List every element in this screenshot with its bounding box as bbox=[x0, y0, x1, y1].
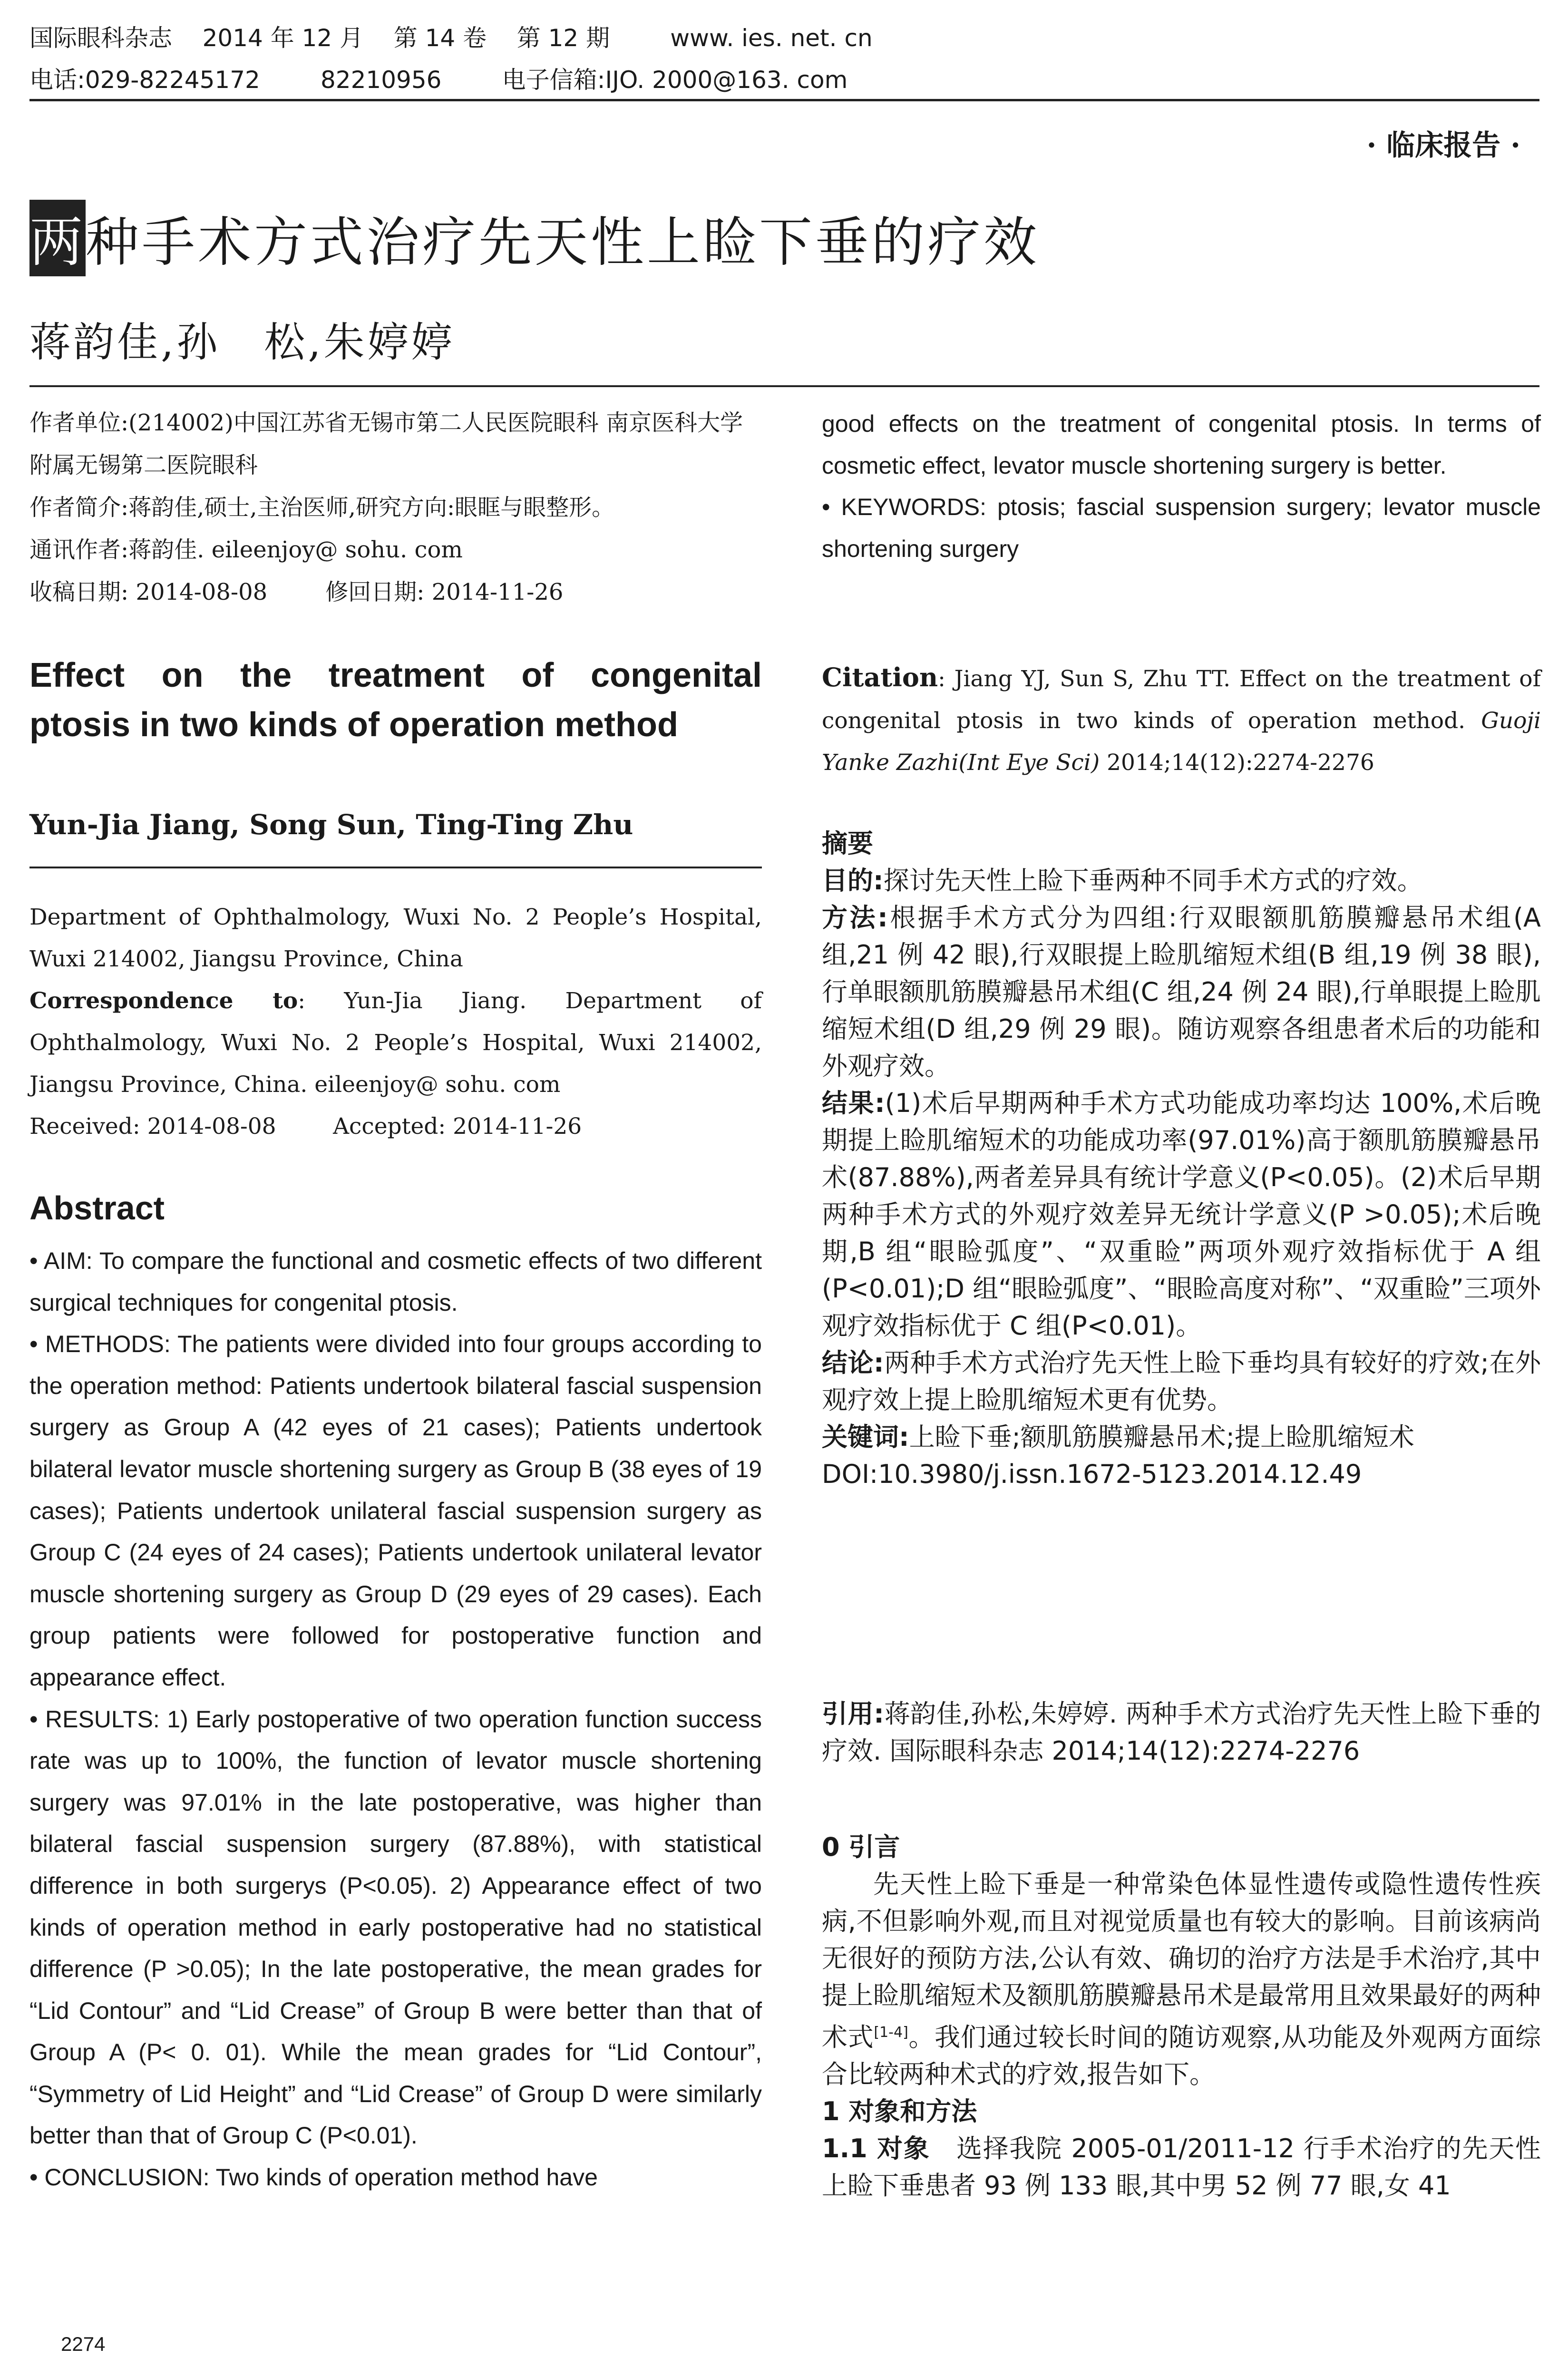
zh-result-label: 结果: bbox=[822, 1088, 885, 1118]
title-rest: 种手术方式治疗先天性上睑下垂的疗效 bbox=[86, 212, 1040, 273]
zh-method-label: 方法: bbox=[822, 903, 888, 933]
citation-text: : Jiang YJ, Sun S, Zhu TT. Effect on the treatment of congenital ptosis in two kinds of operation method. bbox=[822, 666, 1541, 734]
zh-aim-text: 探讨先天性上睑下垂两种不同手术方式的疗效。 bbox=[883, 866, 1423, 896]
authors-rule bbox=[29, 385, 1539, 387]
abstract-conclusion-start: • CONCLUSION: Two kinds of operation method have bbox=[29, 2164, 598, 2191]
citation-label: Citation bbox=[822, 662, 938, 692]
abstract-continued bbox=[822, 403, 1541, 570]
zh-keywords-label: 关键词: bbox=[822, 1422, 909, 1452]
zh-citation bbox=[822, 1695, 1541, 1770]
abstract-conclusion-end: good effects on the treatment of congenital ptosis. In terms of cosmetic effect, levator muscle shortening surgery is better. bbox=[822, 410, 1541, 479]
english-authors: Yun-Jia Jiang, Song Sun, Ting-Ting Zhu bbox=[29, 809, 633, 841]
zh-aim bbox=[822, 862, 1541, 899]
correspondence-text: : Yun-Jia Jiang. Department of Ophthalmology, Wuxi No. 2 People’s Hospital, Wuxi 214002, Jiangsu Province, China. eileenjoy@ sohu. com bbox=[29, 988, 762, 1098]
abstract-aim: • AIM: To compare the functional and cosmetic effects of two different surgical techniques for congenital ptosis. bbox=[29, 1247, 762, 1316]
intro-text: 先天性上睑下垂是一种常染色体显性遗传或隐性遗传性疾病,不但影响外观,而且对视觉质量也有较大的影响。目前该病尚无很好的预防方法,公认有效、确切的治疗方法是手术治疗,其中提上睑肌缩短术及额肌筋膜瓣悬吊术是最常用且效果最好的两种术式 bbox=[822, 1869, 1541, 2052]
zh-conclusion bbox=[822, 1344, 1541, 1419]
correspondence-label: Correspondence to bbox=[29, 988, 298, 1014]
page-title bbox=[29, 200, 1040, 276]
methods-heading: 1 对象和方法 bbox=[822, 2096, 977, 2126]
author-bio-zh: 作者简介:蒋韵佳,硕士,主治医师,研究方向:眼眶与眼整形。 bbox=[29, 494, 615, 521]
zh-conclusion-label: 结论: bbox=[822, 1348, 884, 1378]
affiliation-block bbox=[29, 896, 762, 1148]
title-first-char: 两 bbox=[29, 200, 86, 276]
subjects-text: 选择我院 2005-01/2011-12 行手术治疗的先天性上睑下垂患者 93 例 133 眼,其中男 52 例 77 眼,女 41 bbox=[822, 2133, 1541, 2201]
authors-en-rule bbox=[29, 867, 762, 868]
zh-method bbox=[822, 899, 1541, 1085]
zh-citation-label: 引用: bbox=[822, 1699, 884, 1729]
citation-block bbox=[822, 656, 1541, 784]
page-number: 2274 bbox=[61, 2333, 106, 2355]
citation-tail: 2014;14(12):2274-2276 bbox=[1100, 750, 1374, 776]
correspondence bbox=[29, 980, 762, 1106]
zh-keywords bbox=[822, 1419, 1541, 1456]
citation-journal: Guoji Yanke Zazhi(Int Eye Sci) bbox=[822, 708, 1541, 776]
zh-conclusion-text: 两种手术方式治疗先天性上睑下垂均具有较好的疗效;在外观疗效上提上睑肌缩短术更有优势。 bbox=[822, 1348, 1541, 1415]
intro-reference: [1-4] bbox=[874, 2024, 908, 2041]
authors-zh: 蒋韵佳,孙 松,朱婷婷 bbox=[29, 319, 455, 366]
english-title-line1: Effect on the treatment of congenital bbox=[29, 656, 762, 694]
zh-abstract-heading: 摘要 bbox=[822, 828, 873, 858]
zh-keywords-text: 上睑下垂;额肌筋膜瓣悬吊术;提上睑肌缩短术 bbox=[909, 1422, 1414, 1452]
abstract-results: • RESULTS: 1) Early postoperative of two operation function success rate was up to 100%, the function of levator muscle shortening surgery was 97.01% in the late postoperative, was higher than bilateral fascial suspension surgery (87.88%), with statistical difference in both surgerys (P<0.05). 2) Appearance effect of two kinds of operation method in early postoperative had no statistical difference (P >0.05); In the late postoperative, the mean grades for “Lid Contour” and “Lid Crease” of Group B were better than that of Group A (P< 0. 01). While the mean grades for “Lid Contour”, “Symmetry of Lid Height” and “Lid Crease” of Group D were similarly better than that of Group C (P<0.01). bbox=[29, 1705, 762, 2149]
abstract-heading: Abstract bbox=[29, 1189, 165, 1227]
zh-result bbox=[822, 1085, 1541, 1344]
received-dates: Received: 2014-08-08 Accepted: 2014-11-26 bbox=[29, 1113, 582, 1140]
zh-citation-text: 蒋韵佳,孙松,朱婷婷. 两种手术方式治疗先天性上睑下垂的疗效. 国际眼科杂志 2014;14(12):2274-2276 bbox=[822, 1699, 1541, 1766]
abstract-keywords: • KEYWORDS: ptosis; fascial suspension surgery; levator muscle shortening surgery bbox=[822, 494, 1541, 562]
abstract-methods: • METHODS: The patients were divided into four groups according to the operation method: Patients undertook bilateral fascial suspension surgery as Group A (42 eyes of 21 cases); Patients undertook bilateral levator muscle shortening surgery as Group B (38 eyes of 19 cases); Patients undertook unilateral fascial suspension surgery as Group C (24 eyes of 24 cases); Patients undertook unilateral levator muscle shortening surgery as Group D (29 eyes of 29 cases). Each group patients were followed for postoperative function and appearance effect. bbox=[29, 1331, 762, 1691]
author-info bbox=[29, 402, 762, 614]
subjects-label: 1.1 对象 bbox=[822, 2133, 930, 2163]
zh-doi: DOI:10.3980/j.issn.1672-5123.2014.12.49 bbox=[822, 1459, 1362, 1489]
abstract-body bbox=[29, 1240, 762, 2199]
intro-heading: 0 引言 bbox=[822, 1832, 900, 1862]
journal-header-line1: 国际眼科杂志 2014 年 12 月 第 14 卷 第 12 期 www. ies. net. cn bbox=[29, 24, 873, 52]
affiliation-en: Department of Ophthalmology, Wuxi No. 2 People’s Hospital, Wuxi 214002, Jiangsu Province, China bbox=[29, 904, 762, 972]
intro-text-2: 。我们通过较长时间的随访观察,从功能及外观两方面综合比较两种术式的疗效,报告如下。 bbox=[822, 2022, 1541, 2089]
zh-result-text: (1)术后早期两种手术方式功能成功率均达 100%,术后晚期提上睑肌缩短术的功能成功率(97.01%)高于额肌筋膜瓣悬吊术(87.88%),两者差异具有统计学意义(P<0.05)。(2)术后早期两种手术方式的外观疗效差异无统计学意义(P >0.05);术后晚期,B 组“眼睑弧度”、“双重睑”两项外观疗效指标优于 A 组(P<0.01);D 组“眼睑弧度”、“眼睑高度对称”、“双重睑”三项外观疗效指标优于 C 组(P<0.01)。 bbox=[822, 1088, 1541, 1341]
english-title-line2: ptosis in two kinds of operation method bbox=[29, 706, 678, 744]
header-rule bbox=[29, 99, 1539, 101]
english-title bbox=[29, 651, 762, 750]
author-affiliation-zh: 作者单位:(214002)中国江苏省无锡市第二人民医院眼科 南京医科大学附属无锡第二医院眼科 bbox=[29, 409, 743, 478]
intro-paragraph bbox=[822, 1866, 1541, 2093]
section-tag: · 临床报告 · bbox=[1366, 129, 1520, 162]
introduction bbox=[822, 1829, 1541, 2204]
subjects-paragraph bbox=[822, 2130, 1541, 2204]
dates-zh: 收稿日期: 2014-08-08 修回日期: 2014-11-26 bbox=[29, 579, 564, 605]
journal-header-line2: 电话:029-82245172 82210956 电子信箱:IJO. 2000@163. com bbox=[29, 66, 848, 94]
corresponding-author-zh: 通讯作者:蒋韵佳. eileenjoy@ sohu. com bbox=[29, 536, 463, 563]
zh-abstract bbox=[822, 825, 1541, 1493]
zh-method-text: 根据手术方式分为四组:行双眼额肌筋膜瓣悬吊术组(A 组,21 例 42 眼),行双眼提上睑肌缩短术组(B 组,19 例 38 眼),行单眼额肌筋膜瓣悬吊术组(C 组,24 例 24 眼),行单眼提上睑肌缩短术组(D 组,29 例 29 眼)。随访观察各组患者术后的功能和外观疗效。 bbox=[822, 903, 1541, 1081]
zh-aim-label: 目的: bbox=[822, 866, 884, 896]
